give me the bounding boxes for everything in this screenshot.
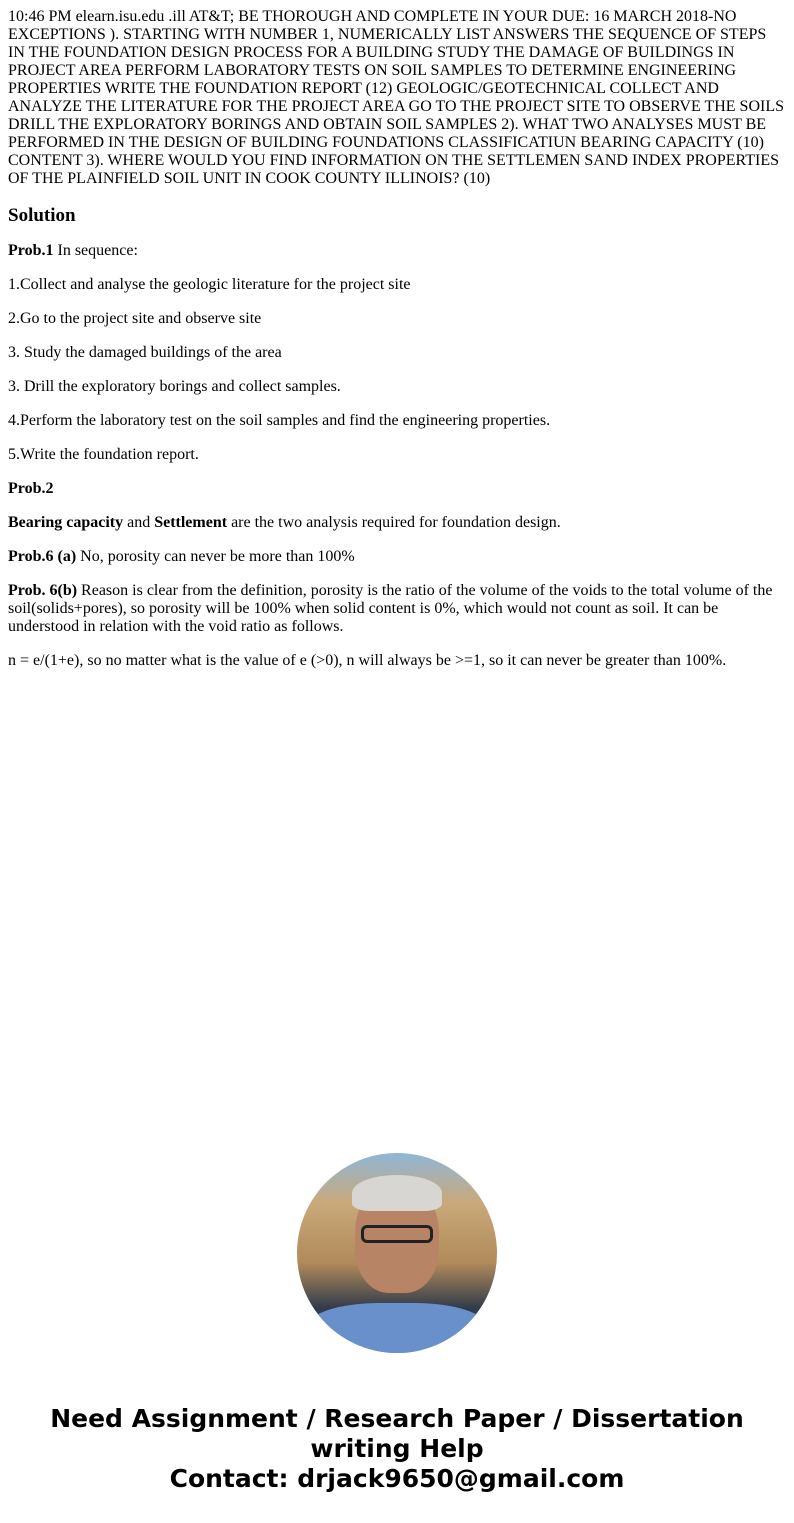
prob1-text: In sequence: [53,242,138,259]
step-5: 4.Perform the laboratory test on the soil samples and find the engineering properties. [8,412,551,429]
step-2: 2.Go to the project site and observe site [8,310,262,327]
prob6a-text: No, porosity can never be more than 100% [76,548,355,565]
prob2-heading [8,480,786,498]
step-6: 5.Write the foundation report. [8,446,199,463]
prob6a-label: Prob.6 (a) [8,548,77,565]
prob1-paragraph [8,242,786,260]
step-4: 3. Drill the exploratory borings and collect samples. [8,378,341,395]
prob2-label: Prob.2 [8,480,54,497]
prob6b-text: Reason is clear from the definition, porosity is the ratio of the volume of the voids to the total volume of the soil(solids+pores), so porosity will be 100% when solid content is 0%, which would not count as soil. It can be understood in relation with the void ratio as follows. [8,582,773,635]
solution-heading: Solution [8,205,76,226]
prob2-rest: are the two analysis required for foundation design. [227,514,561,531]
footer-contact: Contact: drjack9650@gmail.com [169,1464,625,1493]
formula-paragraph: n = e/(1+e), so no matter what is the value of e (>0), n will always be >=1, so it can never be greater than 100%. [8,652,727,669]
prob2-paragraph [8,514,786,532]
prob6b-paragraph [8,582,786,636]
prob1-label: Prob.1 [8,242,54,259]
step-3: 3. Study the damaged buildings of the area [8,344,282,361]
question-text: 10:46 PM elearn.isu.edu .ill AT&T; BE THOROUGH AND COMPLETE IN YOUR DUE: 16 MARCH 2018-NO EXCEPTIONS ). STARTING WITH NUMBER 1, NUMERICALLY LIST ANSWERS THE SEQUENCE OF STEPS IN THE FOUNDATION DESIGN PROCESS FOR A BUILDING STUDY THE DAMAGE OF BUILDINGS IN PROJECT AREA PERFORM LABORATORY TESTS ON SOIL SAMPLES TO DETERMINE ENGINEERING PROPERTIES WRITE THE FOUNDATION REPORT (12) GEOLOGIC/GEOTECHNICAL COLLECT AND ANALYZE THE LITERATURE FOR THE PROJECT AREA GO TO THE PROJECT SITE TO OBSERVE THE SOILS DRILL THE EXPLORATORY BORINGS AND OBTAIN SOIL SAMPLES 2). WHAT TWO ANALYSES MUST BE PERFORMED IN THE DESIGN OF BUILDING FOUNDATIONS CLASSIFICATIUN BEARING CAPACITY (10) CONTENT 3). WHERE WOULD YOU FIND INFORMATION ON THE SETTLEMEN SAND INDEX PROPERTIES OF THE PLAINFIELD SOIL UNIT IN COOK COUNTY ILLINOIS? (10) [8,8,784,187]
and-text: and [123,514,155,531]
author-avatar [297,1153,497,1353]
bearing-capacity: Bearing capacity [8,514,124,531]
step-1: 1.Collect and analyse the geologic literature for the project site [8,276,411,293]
document [0,0,794,670]
footer-ad [0,1404,794,1494]
prob6b-label: Prob. 6(b) [8,582,78,599]
settlement: Settlement [154,514,228,531]
footer-line-1: Need Assignment / Research Paper / Dissertation writing Help [50,1404,744,1463]
prob6a-paragraph [8,548,786,566]
